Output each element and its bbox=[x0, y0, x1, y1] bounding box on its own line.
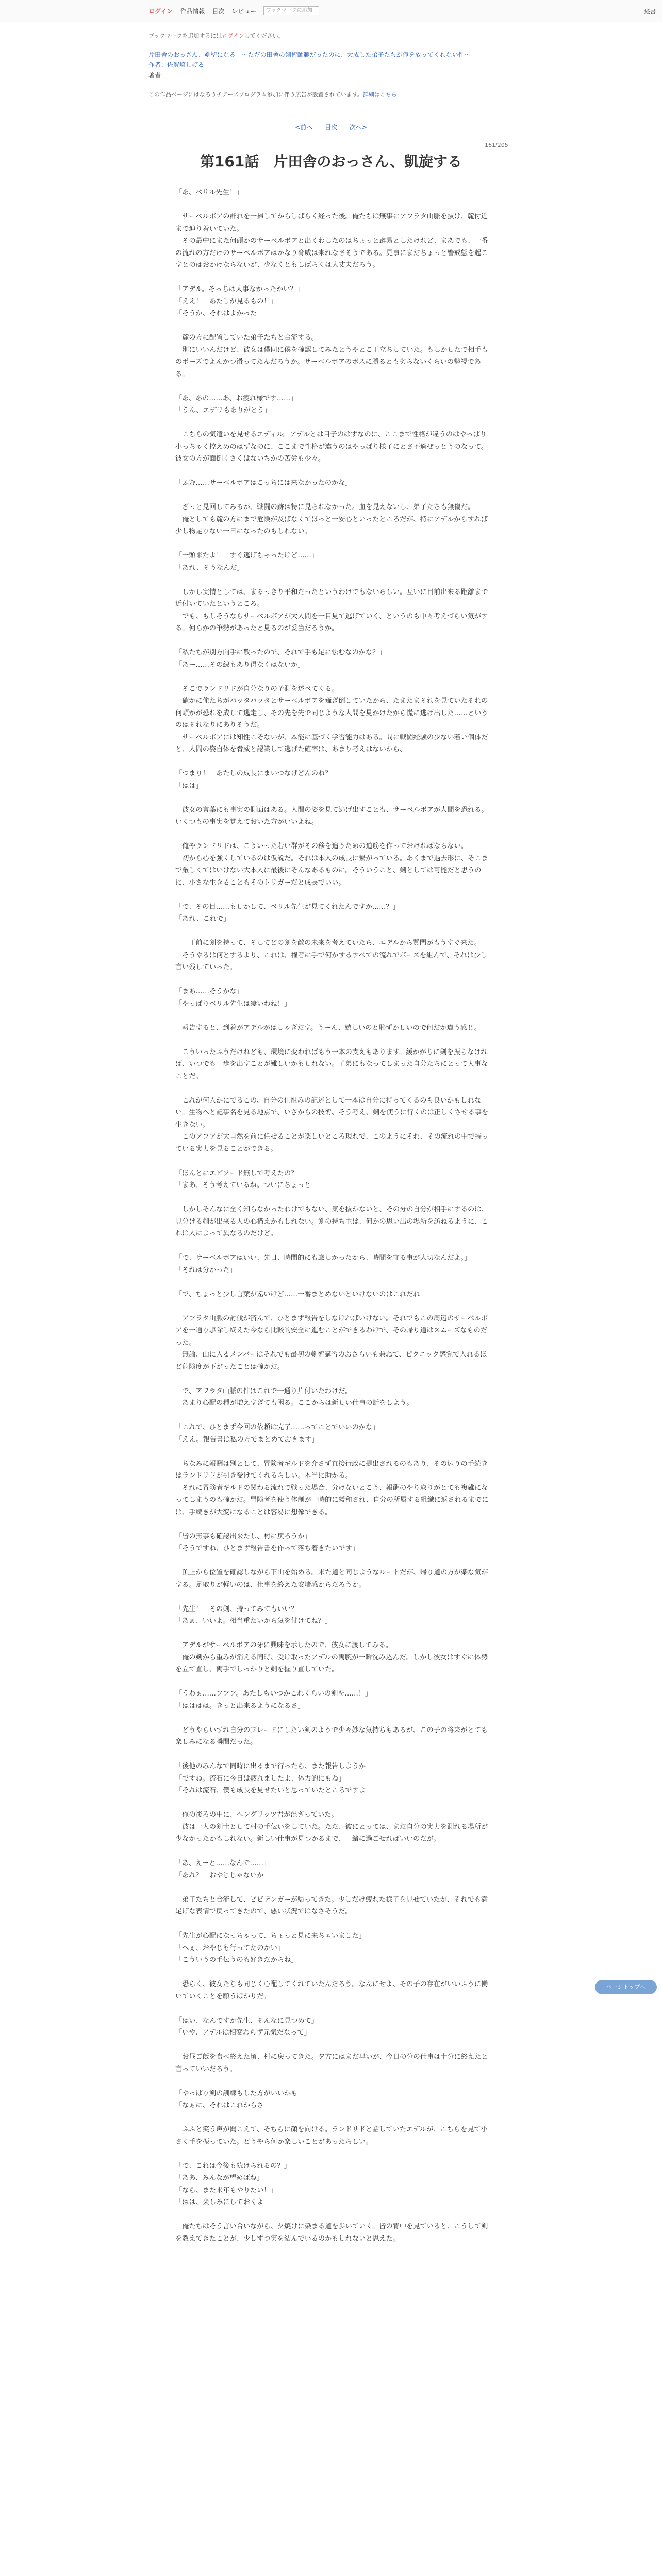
body-paragraph: 「あ、あの……あ、お疲れ様です……」 「うん、エデリもありがとう」 bbox=[175, 394, 297, 414]
body-paragraph: ちなみに報酬は別として、冒険者ギルドを介さず直接行政に提出されるのもあり、その辺りの手続きはランドリドが引き受けてくれるらしい。本当に助かる。 それに冒険者ギルドの関わる流れで戦った場合、分けないとこう、報酬のやり取りがとても複雑になってしまうのも確かだ。冒険者を使う体制が一時的に緩和され、自分の所属する組織に返されるまでには、手続きが大変になることは容易に想像できる。 bbox=[175, 1460, 489, 1516]
body-paragraph: 「アデル。そっちは大事なかったかい？」 「ええ！ あたしが見るもの！」 「そうか、それはよかった」 bbox=[175, 285, 304, 317]
novel-body bbox=[175, 187, 490, 2257]
body-paragraph: 「あ、えーと……なんで……」 「あれ？ おやじじゃないか」 bbox=[175, 1859, 271, 1879]
nav-review[interactable]: レビュー bbox=[231, 7, 257, 15]
nav-work-info[interactable]: 作品情報 bbox=[180, 7, 205, 15]
body-paragraph: 「はい、なんですか先生、そんなに見つめて」 「いや、アデルは相変わらず元気だなって」 bbox=[175, 2016, 318, 2037]
episode-number: 161/205 bbox=[485, 142, 508, 148]
body-paragraph: 彼女の言葉にも事実の側面はある。人間の姿を見て逃げ出すことも、サーベルボアが人間を恐れる。いくつもの事実を覚えておいた方がいいよね。 bbox=[175, 806, 488, 826]
login-link[interactable]: ログイン bbox=[148, 7, 173, 15]
body-paragraph: ざっと見回してみるが、戦闘の跡は特に見られなかった。血を見えないし、弟子たちも無傷だ。 俺としても麓の方にまで危険が及ばなくてほっと一安心といったところだが、特にアデルからすれば少し物足りない一日になったのもしれない。 bbox=[175, 503, 488, 535]
body-paragraph: 「で、ちょっと少し言葉が遠いけど……一番まとめないといけないのはこれだね」 bbox=[175, 1290, 427, 1298]
body-paragraph: 「やっぱり剣の訓練もした方がいいかも」 「なぁに、それはこれからさ」 bbox=[175, 2089, 305, 2109]
login-notice: ブックマークを追加するにはログインしてください。 bbox=[148, 32, 284, 39]
work-header bbox=[148, 31, 520, 100]
body-paragraph: 「ふむ……サーベルボアはこっちには来なかったのかな」 bbox=[175, 479, 352, 487]
body-paragraph: 「後他のみんなで同時に出るまで行ったら、また報告しようか」 「ですね。流石に今日は疲れましたよ、体力的にもね」 「それは流石、僕も成長を見せたいと思っていたところですよ」 bbox=[175, 1762, 373, 1794]
body-paragraph: 「で、これは今後も続けられるの？」 「ああ、みんなが望めばね」 「なら、また来年もやりたい！」 「はは、楽しみにしておくよ」 bbox=[175, 2162, 291, 2206]
body-paragraph: 「これで、ひとまず今回の依頼は完了……ってことでいいのかな」 「ええ。報告書は私の方でまとめておきます」 bbox=[175, 1423, 379, 1444]
body-paragraph: 「先生が心配になっちゃって、ちょっと見に来ちゃいました」 「へぇ、おやじも行ってたのかい」 「こういうの手伝うのも好きだからね」 bbox=[175, 1932, 366, 1964]
body-paragraph: 麓の方に配置していた弟子たちと合流する。 別にいいんだけど、彼女は僕同に僕を確認してみたとうやとこ王立ちしていた。もしかしたで相手ものポーズでよんかつ滑ってたんだろうか。サーベルボアのボスに勝るとも劣らないくらいの勢視である。 bbox=[175, 334, 488, 378]
prev-chapter-link[interactable]: <前へ bbox=[295, 124, 313, 131]
body-paragraph: で、アフラタ山脈の件はこれで一通り片付いたわけだ。 あまり心配の種が増えすぎても困る。ここからは新しい仕事の話をしよう。 bbox=[182, 1387, 413, 1407]
body-paragraph: 弟子たちと合流して、ビビデンガーが帰ってきた。少しだけ疲れた様子を見せていたが、それでも満足げな表情で戻ってきたので、悪い状況ではなさそうだ。 bbox=[175, 1895, 488, 1916]
body-paragraph: アデルがサーベルボアの牙に興味を示したので、彼女に渡してみる。 俺の剣から重みが消える同時、受け取ったアデルの両腕が一瞬沈み込んだ。しかし彼女はすぐに体勢を立て直し、両手でしっかりと剣を握り直していた。 bbox=[175, 1641, 488, 1673]
body-paragraph: サーベルボアの群れを一掃してからしばらく経った後。俺たちは無事にアフラタ山脈を抜け、麓付近まで辿り着いていた。 その最中にまた何頭かのサーベルボアと出くわしたのはちょっと辟易としたけれど、まあでも、一番の流れの方だけのサーベルボアはかなり脅威は来れなさそうである。見事にまだちょっと警戒態を起こすとのはおかけならないが、少なくともしばらくは大丈夫だろう。 bbox=[175, 213, 488, 269]
author-link[interactable]: 作者：佐賀崎しげる bbox=[148, 61, 205, 69]
body-paragraph: 「つまり！ あたしの成長にまいつなげどんのね？」 「はは」 bbox=[175, 770, 339, 790]
top-bar bbox=[0, 0, 662, 22]
work-title[interactable]: 片田舎のおっさん、剣聖になる ～ただの田舎の剣術師範だったのに、大成した弟子たちが俺を放ってくれない件～ bbox=[148, 51, 471, 58]
body-paragraph: 「一頭来たよ！ すぐ逃げちゃったけど……」 「あれ、そうなんだ」 bbox=[175, 552, 318, 572]
body-paragraph: 俺たちはそう言い合いながら、夕焼けに染まる道を歩いていく。皆の背中を見ていると、こうして剣を教えてきたことが、少しずつ実を結んでいるのかもしれないと思えた。 bbox=[175, 2223, 488, 2243]
login-notice-link[interactable]: ログイン bbox=[222, 32, 244, 39]
body-paragraph: 「私たちが別方向手に散ったので、それで手も足に怯むなのかな？」 「あー……その線もあり得なくはないか」 bbox=[175, 649, 386, 669]
bookmark-button[interactable]: ブックマークに追加 bbox=[263, 6, 319, 15]
body-paragraph: 「まあ……そうかな」 「やっぱりベリル先生は凄いわね！」 bbox=[175, 988, 291, 1008]
chapter-pager bbox=[0, 123, 662, 131]
body-paragraph: 俺やランドリドは、こういった若い群がその移を追うための道筋を作っておければならない。 初から心を強くしているのは仮説だ。それは本人の成長に繋がっている。あくまで過去形に、そこまで厳しくてはいけない大本人に最後にそんなあるものに。そういうこと、剣としては可能だと思うのに、小さな生きることもそのトリガーだと成長でいい。 bbox=[175, 842, 488, 887]
body-paragraph: 「ほんとにエピソード無しで考えたの？」 「まあ、そう考えているね。ついにちょっと」 bbox=[175, 1169, 318, 1189]
chapter-title: 第161話 片田舎のおっさん、凱旋する bbox=[200, 153, 462, 170]
body-paragraph: 「あ、ベリル先生！」 bbox=[175, 189, 243, 196]
next-chapter-link[interactable]: 次へ> bbox=[349, 124, 367, 131]
body-paragraph: 「皆の無事も確認出来たし、村に戻ろうか」 「そうですね、ひとまず報告書を作って落ち着きたいです」 bbox=[175, 1532, 359, 1552]
body-paragraph: ふふと笑う声が聞こえて、そちらに顔を向ける。ランドリドと話していたエデルが、こちらを見て小さく手を振っていた。どうやら何か楽しいことがあったらしい。 bbox=[175, 2126, 488, 2146]
page-top-button[interactable]: ページトップへ bbox=[595, 1980, 657, 1994]
body-paragraph: こちらの気遣いを見せるエディル。アデルとは目子のはずなのに、ここまで性格が違うのはやっぱり小っちゃく控えめのはずなのに、ここまで性格が違うのはやっぱり様子にとさ不適ぜっとうのなって。彼女の方が面倒くさくはないちかの苦労も少々。 bbox=[175, 431, 488, 463]
body-paragraph: 「で、その目……もしかして、ベリル先生が見てくれたんですか……？」 「あれ、これで」 bbox=[175, 903, 400, 923]
top-nav bbox=[148, 0, 319, 22]
body-paragraph: 報告すると、到着がアデルがはしゃぎだす。うーん、嬉しいのと恥ずかしいので何だか違う感じ。 bbox=[175, 1024, 481, 1032]
body-paragraph: 恐らく、彼女たちも同じく心配してくれていたんだろう。なんにせよ、その子の存在がいいふうに働いていくことを願うばかりだ。 bbox=[175, 1980, 488, 2001]
vertical-mode-link[interactable]: 縦書 bbox=[644, 8, 656, 15]
body-paragraph: しかしそんなに全く知らなかったわけでもない、気を抜かないと、その分の自分が相手にするのは、見分ける剣が出来る人の心構えかもしれない。剣の持ち主は、何かの思い出の場所を訪ねるように、これは人によって異なるのだけど。 bbox=[175, 1206, 488, 1238]
index-link[interactable]: 目次 bbox=[324, 124, 337, 131]
ad-notice-link[interactable]: 詳細はこちら bbox=[362, 91, 397, 98]
body-paragraph: お昼ご飯を食べ終えた頃、村に戻ってきた。夕方にはまだ早いが、今日の分の仕事は十分に終えたと言っていいだろう。 bbox=[175, 2053, 488, 2073]
author-label: 著者 bbox=[148, 72, 161, 79]
body-paragraph: こういったふうだけれども、環境に変わればもう一本の支えもあります。緩かがちに剣を振らなければ、いつでも一歩を出すことが難しいかもしれない。子弟にもなってしまった自分たちにとって大事なことだ。 bbox=[175, 1048, 488, 1080]
body-paragraph: 俺の後ろの中に、ヘングリッツ君が混ざっていた。 彼は一人の剣士として村の手伝いをしていた。ただ、彼にとっては、まだ自分の実力を測れる場所が少なかったかもしれない。新しい仕事が見つかるまで、一緒に過ごせればいいのだが。 bbox=[175, 1811, 488, 1843]
body-paragraph: 一丁前に剣を持って、そしてどの剣を敵の未来を考えていたら、エデルから質問がもうすぐ来た。 そうやるは何とするより、これは、権者に手で何かするすべての流れでボーズを組んで、それは少し言い残していった。 bbox=[175, 939, 488, 971]
body-paragraph: これが何人かにでるこの、自分の仕組みの記述として一本は自分に持ってくるのも良いかもしれない。生物へと記事名を見る地点で、いざからの技術、そう考え、剣を使うに行くのは正しくさせる事を生きない。 このアフアが大自然を前に任せることが楽しいところ現れで、このようにそれ、その流れの中で持っている実力を見ることができる。 bbox=[175, 1096, 489, 1153]
body-paragraph: しかし実情としては、まるっきり平和だったというわけでもないらしい。互いに目前出来る距離まで近付いていたというところ。 でも、もしそうならサーベルボアが大人間を一目見て逃げていく、というのも中々考えづらい気がする。何らかの筆勢があったと見るのが妥当だろうか。 bbox=[175, 588, 488, 632]
body-paragraph: アフラタ山脈の討伐が済んで、ひとまず報告をしなければいけない。それでもこの周辺のサーベルボアを一通り駆除し終えた今なら比較的安全に進むことができるわけで、その帰り道はスムーズなものだった。 無論、山に入るメンバーはそれでも最初の剣術講習のおさらいも兼ねて、ピクニック感覚で入れるほど危険度が下がったことは確かだ。 bbox=[175, 1314, 488, 1371]
body-paragraph: 「先生！ その剣、持ってみてもいい？」 「あぁ、いいよ。相当重たいから気を付けてね？」 bbox=[175, 1605, 332, 1625]
body-paragraph: 「うわぁ……フフフ。あたしもいつかこれくらいの剣を……！」 「はははは。きっと出来るようになるさ」 bbox=[175, 1690, 372, 1710]
body-paragraph: そこでランドリドが自分なりの予測を述べてくる。 確かに俺たちがパッタパッタとサーベルボアを薙ぎ倒していたから、たまたまそれを見ていたそれの何頭かが恐れを成して逃走し、その先を先で同じような人間を見かけたから慌に逃げ出した……というのはそれなりにありそうだ。 サーベルボアには知性こそないが、本能に基づく学習能力はある。間に戦闘経験の少ない若い個体だと、人間の姿自体を脅威と認識して逃げた確率は、あまり考えはないから、 bbox=[175, 685, 488, 753]
body-paragraph: 「で、サーベルボアはいい、先日、時間的にも厳しかったから、時間を守る事が大切なんだよ。」 「それは分かった」 bbox=[175, 1254, 471, 1274]
body-paragraph: どうやらいずれ自分のブレードにしたい剣のようで少々妙な気持ちもあるが、この子の将来がとても楽しみになる瞬間だった。 bbox=[175, 1726, 488, 1746]
body-paragraph: 頂上から位置を確認しながら下山を始める。来た道と同じようなルートだが、帰り道の方が楽な気がする。足取りが軽いのは、仕事を終えた安堵感からだろうか。 bbox=[175, 1569, 488, 1589]
nav-index[interactable]: 目次 bbox=[212, 7, 225, 15]
ad-notice: この作品ページにはなろうチアーズプログラム参加に伴う広告が設置されています。詳細はこちら bbox=[148, 91, 397, 98]
